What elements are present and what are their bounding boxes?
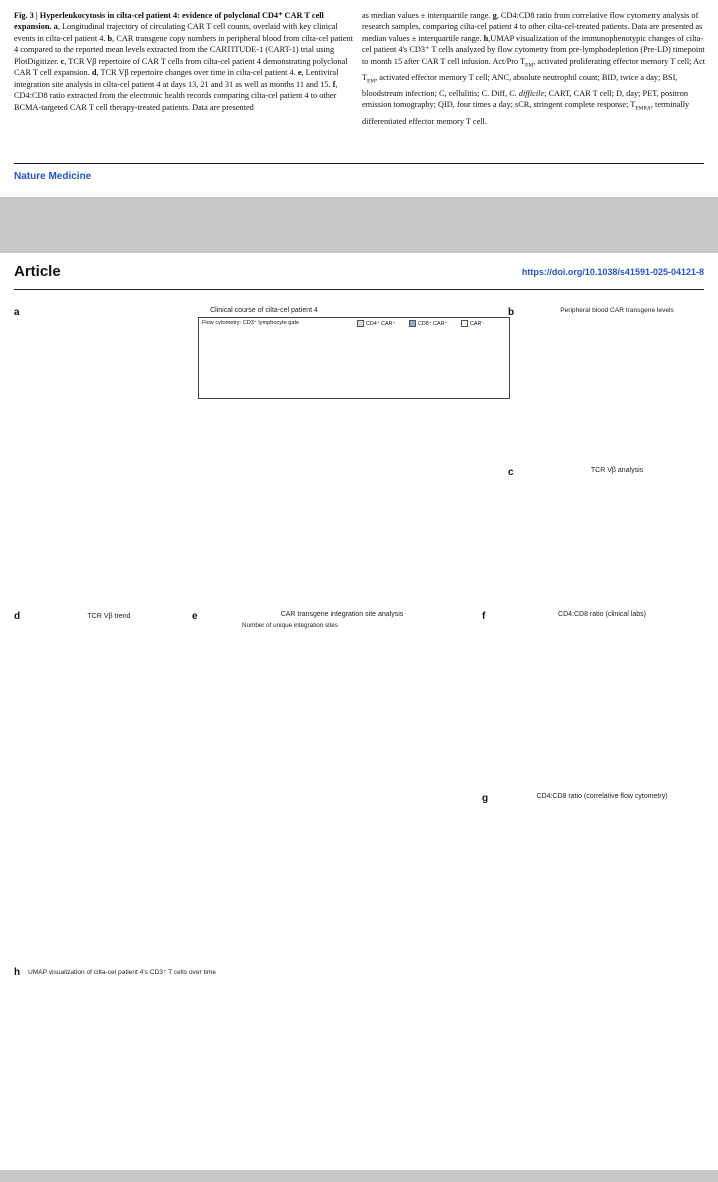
caption-segment: , TCR Vβ repertoire changes over time in cilta-cel patient 4. — [96, 68, 298, 78]
panel-d — [14, 611, 188, 963]
caption-segment: a — [53, 22, 58, 32]
figure-caption-sheet — [0, 0, 718, 197]
inset-header: Flow cytometry: CD3⁺ lymphocyte gate — [202, 320, 300, 326]
panel-h — [14, 967, 716, 1165]
panel-g-title: CD4:CD8 ratio (correlative flow cytometry) — [536, 793, 668, 800]
panel-d-title: TCR Vβ trend — [87, 613, 131, 620]
panel-b-title: Peripheral blood CAR transgene levels — [560, 307, 674, 314]
caption-segment: , TCR Vβ repertoire of CAR T cells from cilta-cel patient 4 demonstrating polyclonal CAR T cell expansion. — [14, 56, 348, 78]
tcr-vb-heatmap — [14, 625, 188, 961]
panel-b-label: b — [508, 307, 515, 318]
panel-g-label: g — [482, 793, 489, 804]
caption-segment: , CAR transgene copy numbers in peripheral blood from cilta-cel patient 4 compared to the reported mean levels extracted from the CARTITUDE-1 (CART-1) trial using PlotDigitizer. — [14, 33, 353, 66]
cd4cd8-flow-chart — [482, 801, 714, 965]
legend-swatch — [357, 320, 364, 327]
divider — [14, 163, 704, 164]
caption-segment: as median values ± interquartile range. — [362, 11, 493, 20]
panel-f — [482, 611, 714, 793]
panel-a-title: Clinical course of cilta-cel patient 4 — [210, 307, 318, 314]
panel-h-label: h — [14, 967, 21, 978]
inset-legend-item: CD8⁺ CAR⁺ — [409, 320, 447, 327]
article-sheet — [0, 253, 718, 1170]
panel-d-label: d — [14, 611, 21, 622]
caption-segment: g — [492, 11, 497, 20]
clone-abundance-chart — [192, 809, 478, 961]
panel-e-title: CAR transgene integration site analysis — [280, 611, 404, 618]
integration-bars-chart — [192, 631, 350, 757]
caption-segment: Fig. 3 | Hyperleukocytosis in cilta-cel patient 4: evidence of polyclonal CD4⁺ CAR T cell expansion. — [14, 11, 324, 32]
panel-f-title: CD4:CD8 ratio (clinical labs) — [558, 611, 646, 618]
caption-segment: d — [91, 68, 97, 78]
caption-segment: , Longitudinal trajectory of circulating CAR T cell counts, overlaid with key clinical events in cilta-cel patient 4. — [14, 22, 338, 43]
panel-f-label: f — [482, 611, 486, 622]
panel-b — [508, 307, 714, 465]
panel-c-label: c — [508, 467, 514, 478]
caption-segment: c — [60, 56, 65, 66]
caption-segment: h — [483, 33, 489, 43]
car-transgene-chart — [508, 317, 714, 463]
legend-swatch — [409, 320, 416, 327]
panel-g — [482, 793, 714, 965]
panel-c-title: TCR Vβ analysis — [590, 467, 644, 474]
caption-column-left — [14, 10, 354, 113]
caption-segment: , CD4:CD8 ratio extracted from the electronic health records comparing cilta-cel patient 4 to other BCMA-targeted CAR T cell therapy-treated patients. Data are presented — [14, 79, 338, 112]
legend-swatch — [461, 320, 468, 327]
caption-segment: ,UMAP visualization of the immunophenotypic changes of cilta-cel patient 4's CD3⁺ T cells analyzed by flow cytometry from pre-lymphodepletion (Pre-LD) timepoint to month 15 after CAR T cell infusion. Act/Pro $T_{EM}$, activated proliferating effector memory T cell; Act $T_{EM}$, activated effector memory T cell; ANC, absolute neutrophil count; BID, twice a day; BSI, bloodstream infection; C, cellulitis; C. Diff, — [362, 33, 706, 99]
caption-segment: b — [107, 33, 113, 43]
caption-segment: , CD4:CD8 ratio from correlative flow cytometry analysis of research samples, comparing cilta-cel patient 4 to other cilta-cel-treated patients. Data are presented as median values ± interquartile range. — [362, 11, 703, 43]
panel-e-label: e — [192, 611, 198, 622]
caption-segment: f — [332, 79, 336, 89]
journal-link[interactable]: Nature Medicine — [14, 171, 92, 182]
divider — [14, 289, 704, 290]
flow-cytometry-inset — [198, 317, 510, 399]
inset-legend-item: CAR⁻ — [461, 320, 484, 327]
panel-e — [192, 611, 478, 963]
article-label: Article — [14, 263, 61, 280]
panel-h-title: UMAP visualization of cilta-cel patient 4's CD3⁺ T cells over time — [28, 969, 216, 976]
panel-a — [14, 307, 508, 607]
caption-segment: ; CART, CAR T cell; D, day; PET, positron emission tomography; QID, four times a day; sCR, stringent complete response; $T_{EMRA}$, terminally differentiated effector memory T cell. — [362, 89, 690, 126]
caption-segment: , Lentiviral integration site analysis in cilta-cel patient 4 at days 13, 21 and 31 as well as months 11 and 15. — [14, 68, 339, 89]
caption-segment: e — [297, 68, 302, 78]
cd4cd8-clinical-chart — [482, 621, 714, 793]
clinical-course-chart — [14, 399, 508, 607]
panel-c — [508, 467, 714, 609]
caption-segment: C. difficile — [509, 89, 545, 99]
panel-a-label: a — [14, 307, 20, 318]
inset-legend-item: CD4⁺ CAR⁺ — [357, 320, 395, 327]
panel-e-subtitle: Number of unique integration sites — [242, 622, 338, 629]
doi-link[interactable]: https://doi.org/10.1038/s41591-025-04121-8 — [521, 267, 704, 277]
caption-column-right — [362, 10, 708, 127]
